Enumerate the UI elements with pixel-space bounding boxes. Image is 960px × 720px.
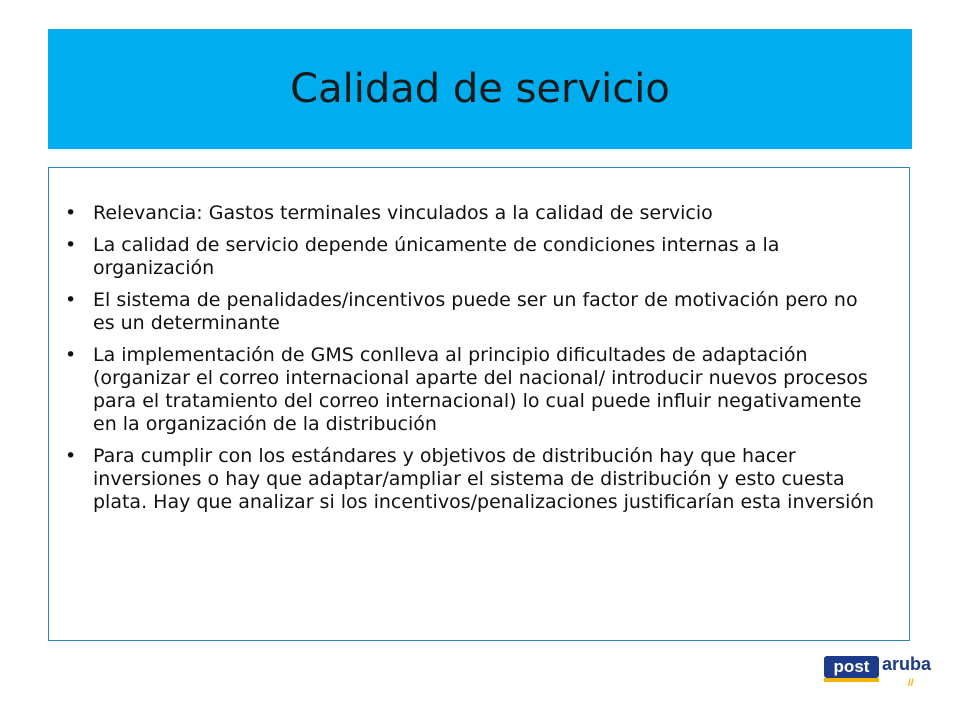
bullet-dot: • [65,234,77,256]
bullet-list [49,168,909,514]
bullet-item [65,344,879,436]
logo-aruba-text: aruba [882,654,932,674]
bullet-item [65,445,879,514]
bullet-text: La calidad de servicio depende únicamente de condiciones internas a la organización [93,234,780,279]
post-aruba-logo [824,654,932,689]
bullet-dot: • [65,289,77,311]
bullet-item [65,289,879,335]
bullet-item [65,234,879,280]
bullet-dot: • [65,344,77,366]
bullet-text: Relevancia: Gastos terminales vinculados a la calidad de servicio [93,202,713,224]
bullet-item [65,202,879,225]
logo-marks: // [908,678,914,689]
logo-post-text: post [824,656,879,678]
title-bar [48,29,912,149]
bullet-text: La implementación de GMS conlleva al principio dificultades de adaptación (organizar el correo internacional aparte del nacional/ introducir nuevos procesos para el tratamiento del correo internacional) lo cual puede influir negativamente en la organización de la distribución [93,344,868,435]
bullet-text: El sistema de penalidades/incentivos puede ser un factor de motivación pero no es un determinante [93,289,858,334]
bullet-dot: • [65,202,77,224]
bullet-text: Para cumplir con los estándares y objetivos de distribución hay que hacer inversiones o hay que adaptar/ampliar el sistema de distribución y esto cuesta plata. Hay que analizar si los incentivos/penalizaciones justificarían esta inversión [93,445,875,513]
logo-stripe [824,678,879,682]
content-box [48,167,910,641]
slide-title: Calidad de servicio [290,66,670,112]
bullet-dot: • [65,445,77,467]
